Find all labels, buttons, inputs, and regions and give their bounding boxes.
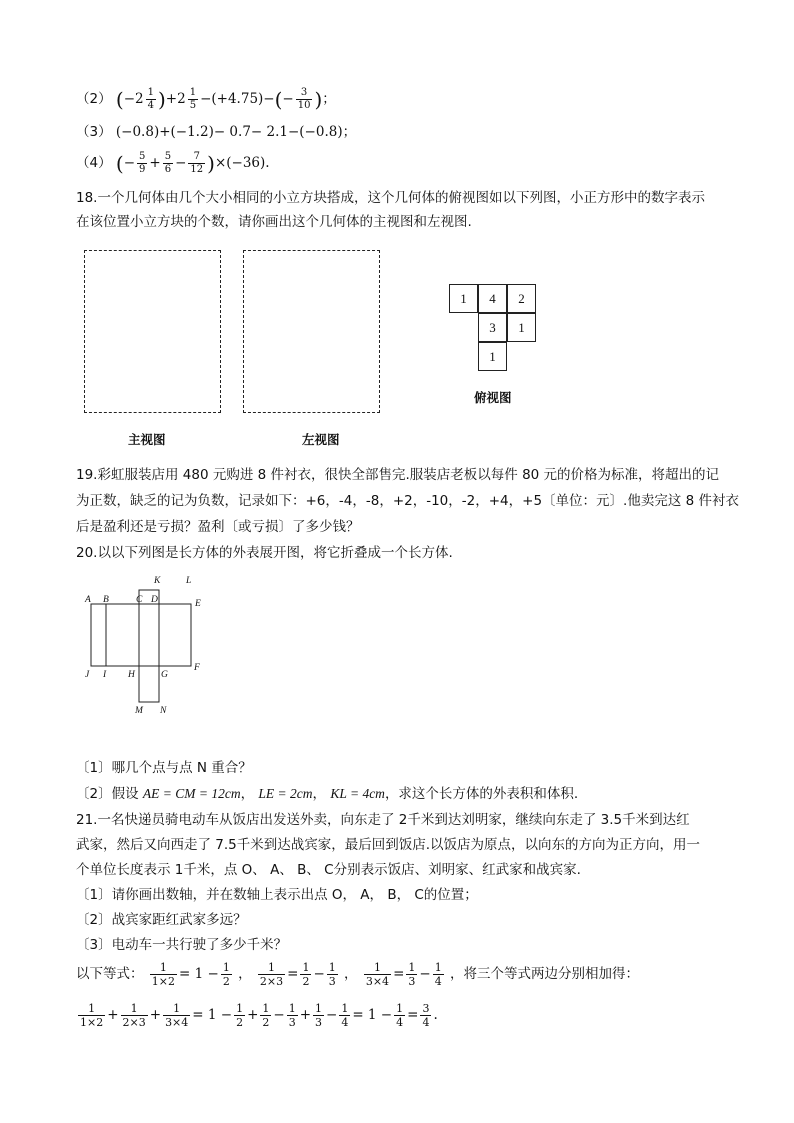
top-view-cell: 3 [478, 313, 507, 342]
point-B: B [103, 595, 109, 605]
q20-sub-2-tail: ，求这个长方体的外表积和体积. [384, 786, 579, 802]
q19-line-2: 为正数，缺乏的记为负数，记录如下：+6，-4，-8，+2，-10，-2，+4，+5〔单位：元〕.他卖完这 8 件衬衣 [76, 493, 739, 509]
item-3-expression: (−0.8)+(−1.2)− 0.7− 2.1−(−0.8)； [115, 124, 357, 140]
tail-sum-line [76, 1003, 438, 1028]
q21-sub-1: 〔1〕请你画出数轴，并在数轴上表示出点 O， A， B， C的位置； [76, 887, 478, 903]
q19-line-1: 19.彩虹服装店用 480 元购进 8 件衬衣，很快全部售完.服装店老板以每件 80 元的价格为标准，将超出的记 [76, 467, 720, 483]
point-J: J [85, 670, 90, 680]
item-4 [76, 152, 270, 175]
item-3-label: （3） [76, 124, 112, 140]
point-I: I [103, 670, 107, 680]
q20-line-1: 20.以以下列图是长方体的外表展开图，将它折叠成一个长方体. [76, 545, 453, 561]
tail-intro: 以下等式： [76, 966, 144, 982]
point-C: C [136, 595, 143, 605]
item-4-label: （4） [76, 155, 112, 171]
front-view-caption: 主视图 [128, 433, 166, 447]
q21-line-2: 武家，然后又向西走了 7.5千米到达战宾家，最后回到饭店.以饭店为原点，以向东的方向为正方向，用一 [76, 837, 701, 853]
q19-line-3: 后是盈利还是亏损？盈利〔或亏损〕了多少钱？ [76, 519, 360, 535]
point-D: D [151, 595, 158, 605]
top-view-cell: 1 [478, 342, 507, 371]
q21-sub-2: 〔2〕战宾家距红武家多远？ [76, 912, 247, 928]
front-view-box [84, 250, 221, 413]
item-3 [76, 122, 356, 142]
q20-sub-2-given-3: KL = 4cm [330, 786, 385, 801]
tail-eq-1: $\frac{1}{1\times 2}$ = 1 − $\frac{1}{2}$ [151, 961, 230, 988]
point-F: F [194, 663, 200, 673]
tail-sum: $\frac{1}{1\times 2}$ + $\frac{1}{2\times 3}$ + $\frac{1}{3\times 4}$ = 1 − $\frac{1}{2}$ + $\frac{1}{2}$ − $\frac{1}{3}$ + $\frac{1}{3}$ − $\frac{1}{4}$ = 1 − $\frac{1}{4}$ = $\frac{3}{4}$ . [80, 1002, 438, 1029]
q20-sub-2-given-2: LE = 2cm [258, 786, 313, 801]
point-L: L [186, 576, 192, 586]
q21-line-3: 个单位长度表示 1千米，点 O、 A、 B、 C分别表示饭店、刘明家、红武家和战宾家. [76, 862, 581, 878]
point-G: G [161, 670, 168, 680]
point-N: N [160, 706, 167, 716]
point-K: K [154, 576, 161, 586]
box-net-diagram [80, 570, 220, 720]
q20-sub-2-given-1: AE = CM = 12cm [142, 786, 241, 801]
q18-line-1: 18.一个几何体由几个大小相同的小立方块搭成，这个几何体的俯视图如以下列图，小正方形中的数字表示 [76, 190, 705, 206]
q20-sub-1: 〔1〕哪几个点与点 N 重合？ [76, 760, 252, 776]
left-view-caption: 左视图 [302, 433, 340, 447]
point-A: A [85, 595, 91, 605]
item-4-expression: (− $\frac{5}{9}$ + $\frac{5}{6}$ − $\frac{7}{12}$ )×(−36). [115, 151, 270, 176]
q21-sub-3: 〔3〕电动车一共行驶了多少千米？ [76, 937, 288, 953]
point-M: M [135, 706, 143, 716]
top-view-cell: 4 [478, 284, 507, 313]
item-2-expression: (−2 $\frac{1}{4}$ )+2 $\frac{1}{5}$ −(+4.75)−(− $\frac{3}{10}$ )； [115, 87, 336, 112]
tail-equation-line: 以下等式： $\frac{1}{1\times 2}$ = 1 − $\frac{1}{2}$ ， $\frac{1}{2\times 3}$ = $\frac{1}{2}$ − $\frac{1}{3}$ ， $\frac{1}{3\times 4}$ = $\frac{1}{3}$ − $\frac{1}{4}$ ，将三个等式两边分别相加得： [76, 961, 639, 988]
item-2 [76, 88, 336, 111]
top-view-cell: 1 [507, 313, 536, 342]
tail-eq-3: $\frac{1}{3\times 4}$ = $\frac{1}{3}$ − $\frac{1}{4}$ [365, 961, 442, 988]
q20-sub-2-lead: 〔2〕假设 [76, 786, 139, 802]
point-E: E [195, 599, 201, 609]
q20-sub-2: 〔2〕假设 AE = CM = 12cm， LE = 2cm， KL = 4cm，求这个长方体的外表积和体积. [76, 786, 579, 802]
q18-line-2: 在该位置小立方块的个数，请你画出这个几何体的主视图和左视图. [76, 214, 472, 230]
tail-after: ，将三个等式两边分别相加得： [449, 966, 639, 982]
item-2-label: （2） [76, 91, 112, 107]
top-view-cell: 1 [449, 284, 478, 313]
point-H: H [128, 670, 135, 680]
q21-line-1: 21.一名快递员骑电动车从饭店出发送外卖，向东走了 2千米到达刘明家，继续向东走了 3.5千米到达红 [76, 812, 690, 828]
top-view-caption: 俯视图 [474, 391, 512, 405]
left-view-box [243, 250, 380, 413]
top-view-cell: 2 [507, 284, 536, 313]
tail-eq-2: $\frac{1}{2\times 3}$ = $\frac{1}{2}$ − $\frac{1}{3}$ [259, 961, 336, 988]
